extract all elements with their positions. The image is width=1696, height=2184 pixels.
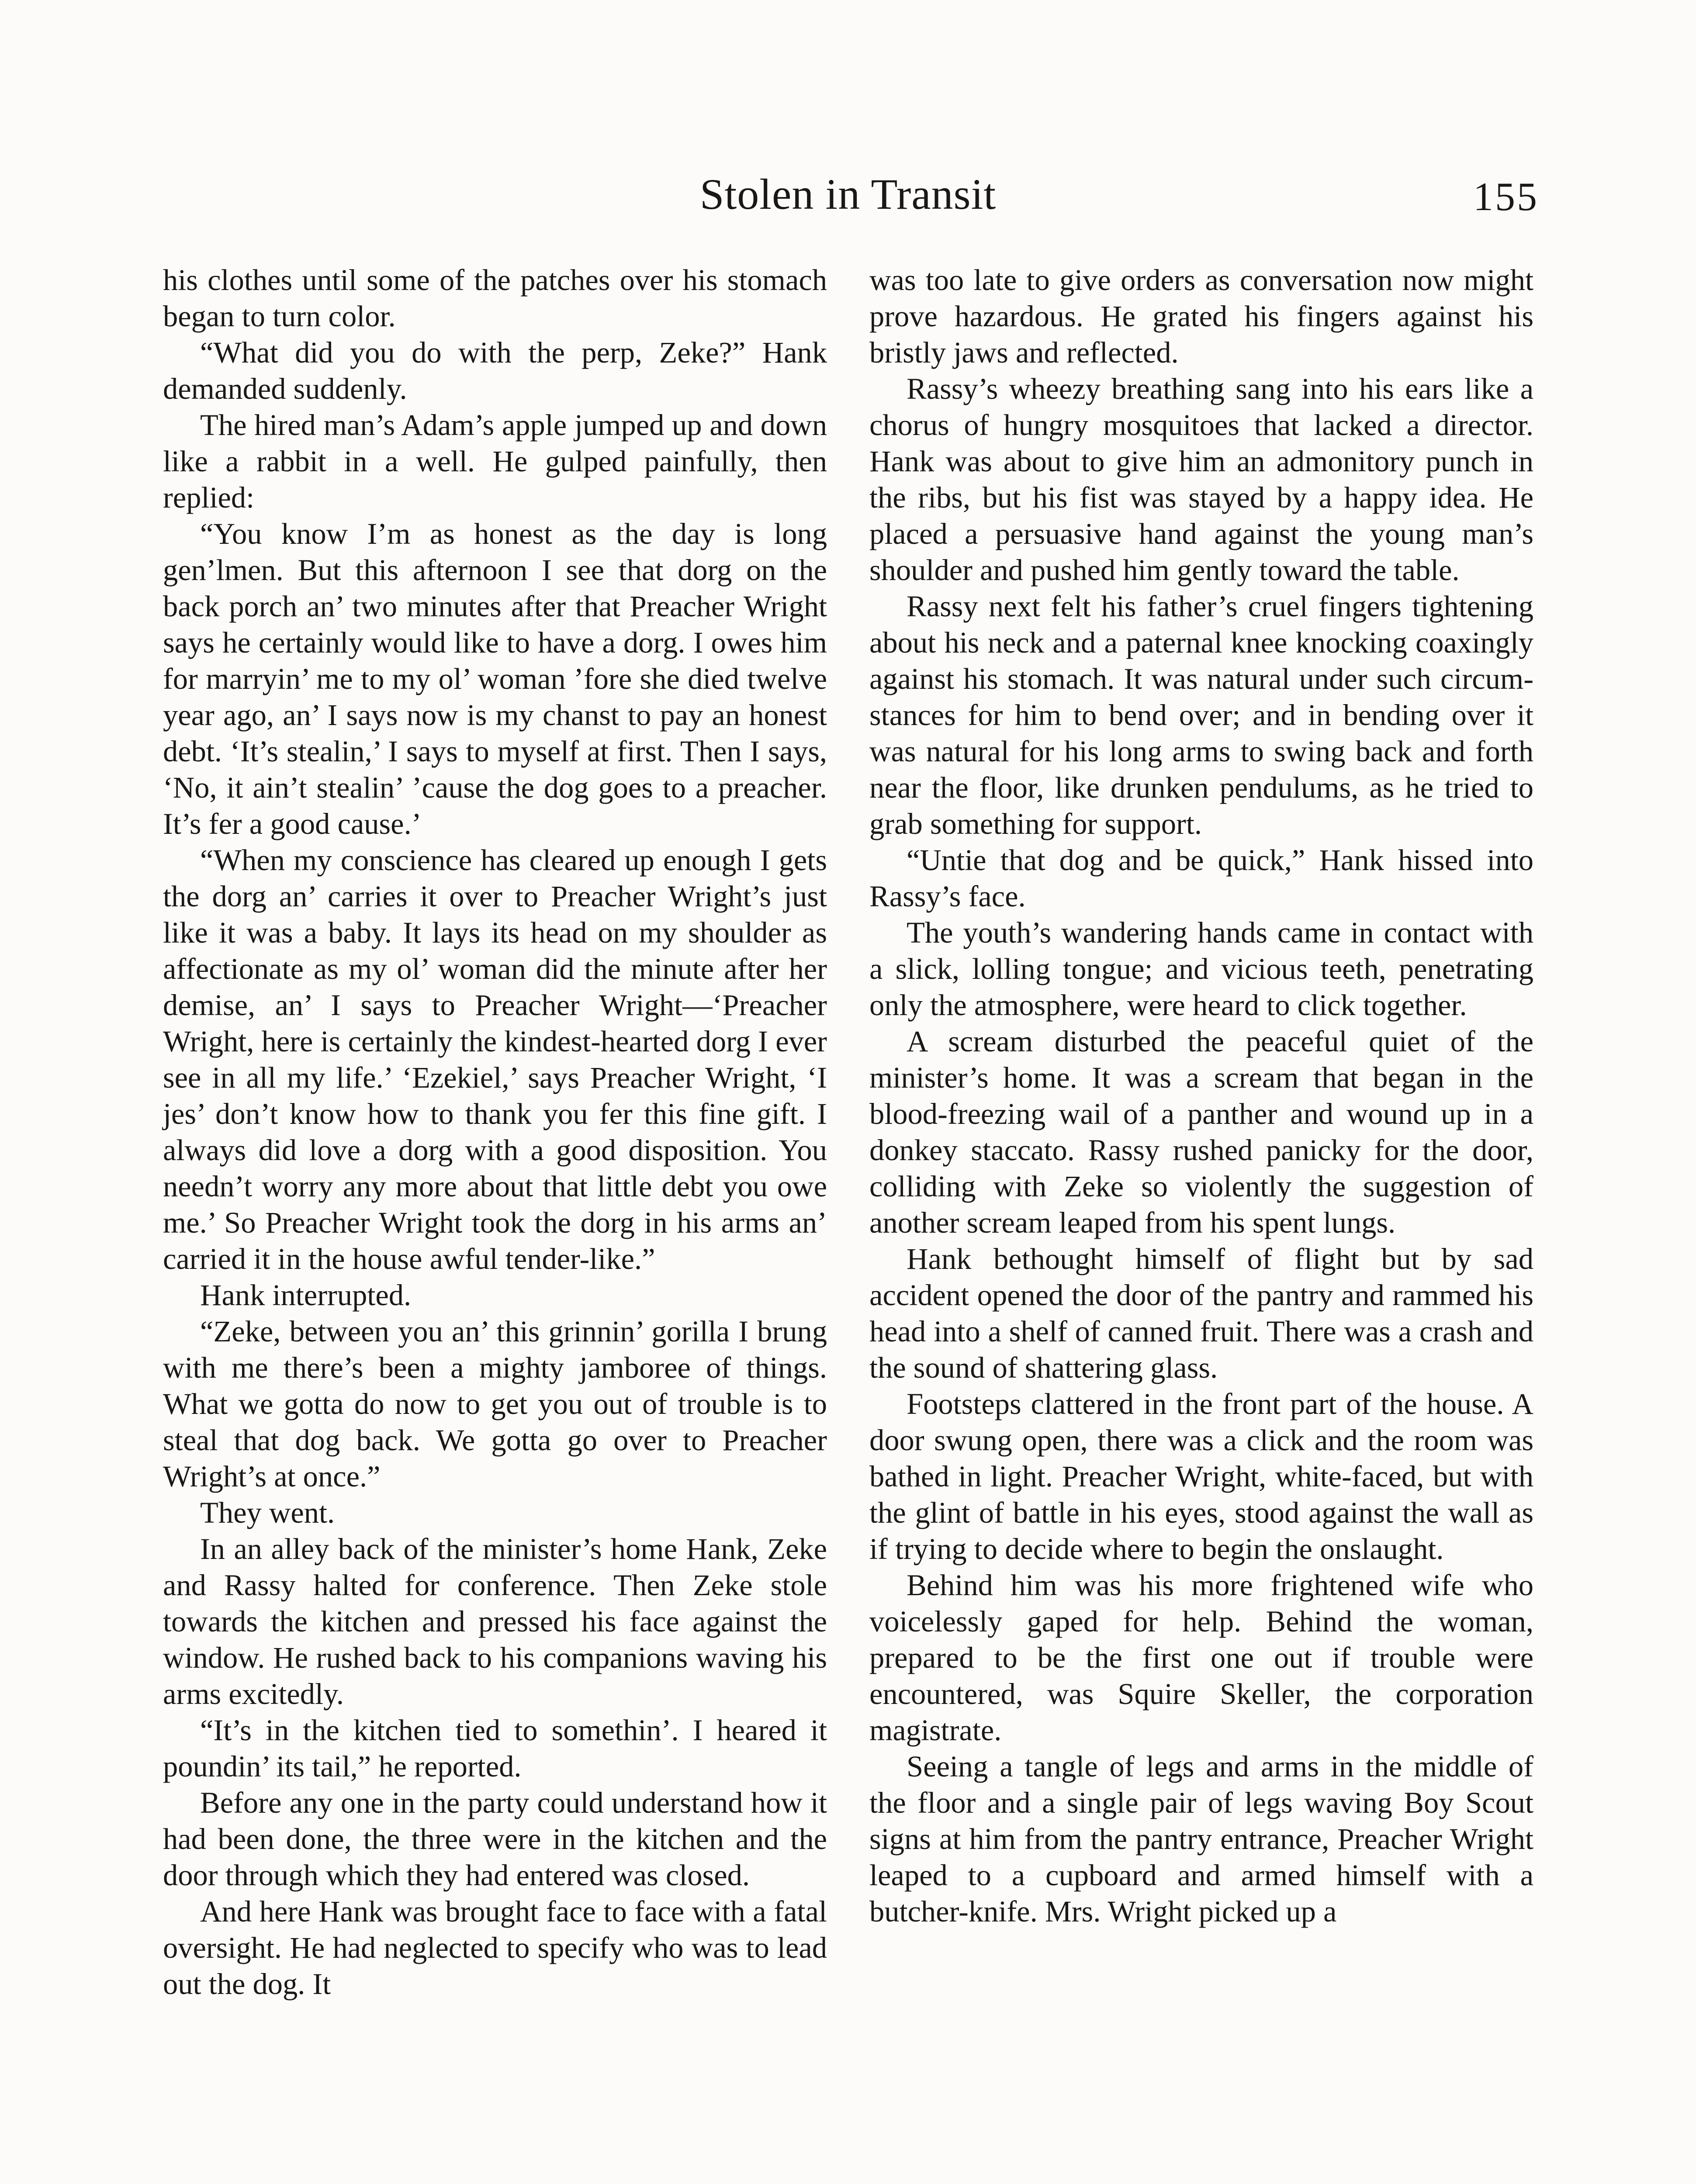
paragraph: “When my conscience has cleared up enough I gets the dorg an’ carries it over to Preacher Wright’s just like it was a baby. It lays its head on my shoulder as affectionate as my ol’ woman did the minute after her demise, an’ I says to Preacher Wright—‘Preacher Wright, here is certainly the kindest-hearted dorg I ever see in all my life.’ ‘Ezekiel,’ says Preacher Wright, ‘I jes’ don’t know how to thank you fer this fine gift. I always did love a dorg with a good disposition. You needn’t worry any more about that little debt you owe me.’ So Preacher Wright took the dorg in his arms an’ carried it in the house awful tender-like.” [163, 843, 827, 1275]
right-column [869, 262, 1533, 1930]
paragraph: The hired man’s Adam’s apple jumped up and down like a rabbit in a well. He gulped painfully, then replied: [163, 408, 827, 514]
paragraph: was too late to give orders as conversation now might prove hazardous. He grated his fingers against his bristly jaws and reflected. [869, 263, 1533, 369]
paragraph: Hank interrupted. [200, 1279, 412, 1312]
page-number: 155 [1473, 174, 1539, 219]
paragraph: Hank bethought himself of flight but by sad accident opened the door of the pantry and rammed his head into a shelf of canned fruit. There was a crash and the sound of shattering glass. [869, 1242, 1533, 1384]
page-title: Stolen in Transit [699, 170, 997, 218]
paragraph: And here Hank was brought face to face with a fatal oversight. He had neglected to specify who was to lead out the dog. It [163, 1895, 827, 2001]
paragraph: A scream disturbed the peaceful quiet of the minister’s home. It was a scream that began in the blood-freezing wail of a panther and wound up in a donkey staccato. Rassy rushed panicky for the door, colliding with Zeke so violently the suggestion of another scream leaped from his spent lungs. [869, 1025, 1533, 1239]
paragraph: In an alley back of the minister’s home Hank, Zeke and Rassy halted for conference. Then Zeke stole towards the kitchen and pressed his face against the window. He rushed back to his companions waving his arms excitedly. [163, 1532, 827, 1711]
paragraph: “What did you do with the perp, Zeke?” Hank demanded suddenly. [163, 336, 827, 405]
left-column [163, 262, 827, 2002]
paragraph: Footsteps clattered in the front part of the house. A door swung open, there was a click and the room was bathed in light. Preacher Wright, white-faced, but with the glint of battle in his eyes, stood against the wall as if trying to decide where to begin the onslaught. [869, 1387, 1533, 1565]
paragraph: “Untie that dog and be quick,” Hank hissed into Rassy’s face. [869, 843, 1533, 913]
paragraph: Seeing a tangle of legs and arms in the middle of the floor and a single pair of legs waving Boy Scout signs at him from the pantry entrance, Preacher Wright leaped to a cupboard and armed himself with a butcher-knife. Mrs. Wright picked up a [869, 1750, 1533, 1928]
paragraph: Rassy’s wheezy breathing sang into his ears like a chorus of hungry mosquitoes that lacked a director. Hank was about to give him an admonitory punch in the ribs, but his fist was stayed by a happy idea. He placed a persuasive hand against the young man’s shoulder and pushed him gently toward the table. [869, 372, 1533, 587]
paragraph: “It’s in the kitchen tied to somethin’. I heared it poundin’ its tail,” he reported. [163, 1714, 827, 1783]
paragraph: The youth’s wandering hands came in contact with a slick, lolling tongue; and vicious teeth, penetrating only the atmosphere, were heard to click together. [869, 916, 1533, 1022]
paragraph: Rassy next felt his father’s cruel fingers tightening about his neck and a paternal knee knocking coaxingly against his stomach. It was natural under such circumstances for him to bend over; and in bending over it was natural for his long arms to swing back and forth near the floor, like drunken pendulums, as he tried to grab something for support. [869, 590, 1533, 840]
paragraph: “You know I’m as honest as the day is long gen’lmen. But this afternoon I see that dorg on the back porch an’ two minutes after that Preacher Wright says he certainly would like to have a dorg. I owes him for marryin’ me to my ol’ woman ’fore she died twelve year ago, an’ I says now is my chanst to pay an honest debt. ‘It’s stealin,’ I says to myself at first. Then I says, ‘No, it ain’t stealin’ ’cause the dog goes to a preacher. It’s fer a good cause.’ [163, 517, 827, 840]
paragraph: Behind him was his more frightened wife who voicelessly gaped for help. Behind the woman, prepared to be the first one out if trouble were encountered, was Squire Skeller, the corporation magistrate. [869, 1569, 1533, 1747]
paragraph: “Zeke, between you an’ this grinnin’ gorilla I brung with me there’s been a mighty jamboree of things. What we gotta do now to get you out of trouble is to steal that dog back. We gotta go over to Preacher Wright’s at once.” [163, 1315, 827, 1493]
paragraph: his clothes until some of the patches over his stomach began to turn color. [163, 263, 827, 333]
paragraph: Before any one in the party could understand how it had been done, the three were in the kitchen and the door through which they had entered was closed. [163, 1786, 827, 1892]
paragraph: They went. [200, 1496, 335, 1529]
